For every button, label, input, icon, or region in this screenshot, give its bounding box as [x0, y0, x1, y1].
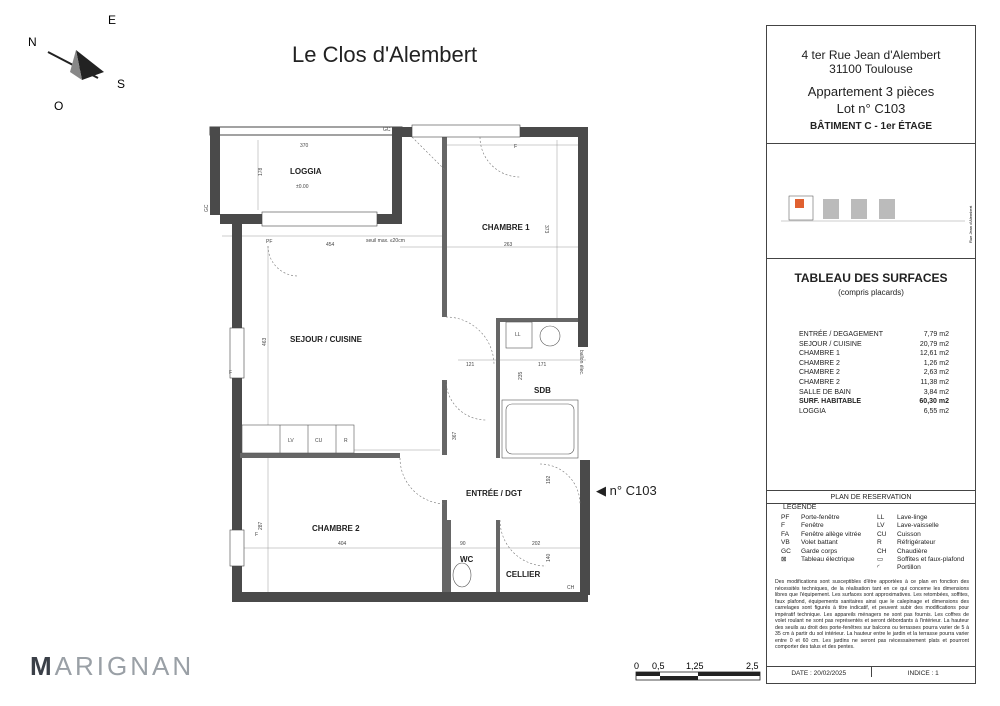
svg-text:seuil max. ≤20cm: seuil max. ≤20cm [366, 238, 405, 244]
legend-row: GC Garde corps CH Chaudière [781, 547, 928, 555]
interior-walls [240, 137, 578, 592]
dimensions [258, 143, 552, 562]
divider [767, 143, 975, 144]
svg-text:171: 171 [538, 362, 547, 368]
scale-tick-0: 0 [634, 661, 640, 671]
surface-total-row: SURF. HABITABLE 60,30 m2 [799, 398, 949, 406]
svg-text:F: F [514, 144, 518, 150]
kitchen-counter [242, 425, 354, 453]
legend-row: F Fenêtre LV Lave-vaisselle [781, 522, 939, 530]
legend-row: FA Fenêtre allège vitrée CU Cuisson [781, 530, 921, 538]
apartment-type: Appartement 3 pièces [807, 84, 935, 99]
svg-text:121: 121 [466, 362, 475, 368]
apartment-info [767, 83, 975, 117]
room-chambre-1: CHAMBRE 1 [482, 223, 530, 232]
surface-row: SALLE DE BAIN 3,84 m2 [799, 388, 949, 396]
footer [767, 666, 975, 677]
street-label: Rue Jean d'Alembert [968, 205, 973, 243]
svg-text:404: 404 [338, 541, 347, 547]
svg-text:454: 454 [326, 242, 335, 248]
surface-row: CHAMBRE 2 11,38 m2 [799, 378, 949, 386]
surface-row: LOGGIA 6,55 m2 [799, 407, 949, 415]
surface-row: CHAMBRE 2 2,63 m2 [799, 369, 949, 377]
lot-pointer: ◀ n° C103 [596, 483, 657, 498]
svg-text:CU: CU [315, 438, 323, 444]
scale-tick-2: 1,25 [686, 661, 704, 671]
surface-row: ENTRÉE / DEGAGEMENT 7,79 m2 [799, 331, 949, 338]
toilet [453, 563, 471, 587]
legend-row: ⊠ Tableau électrique ▭ Soffites et faux-plafond [781, 556, 965, 564]
room-sdb: SDB [534, 386, 551, 395]
legend-row: VB Volet battant R Réfrigérateur [781, 539, 936, 547]
surface-row: SEJOUR / CUISINE 20,79 m2 [799, 340, 949, 348]
room-wc: WC [460, 555, 474, 564]
svg-text:263: 263 [504, 242, 513, 248]
divider [767, 258, 975, 259]
scale-bar [628, 660, 773, 686]
compass-o: O [54, 99, 64, 113]
room-entree: ENTRÉE / DGT [466, 489, 523, 498]
compass-e: E [108, 13, 117, 27]
plan-thin-lines [222, 140, 586, 597]
address-line-2: 31100 Toulouse [829, 62, 913, 76]
room-sejour-cuisine: SEJOUR / CUISINE [290, 335, 363, 344]
scale-tick-3: 2,5 [746, 661, 759, 671]
building-floor: BÂTIMENT C - 1er ÉTAGE [809, 121, 933, 132]
legend-title: LEGENDE [783, 504, 817, 511]
svg-text:463: 463 [262, 337, 268, 346]
svg-text:GC: GC [204, 204, 210, 212]
svg-text:F: F [229, 370, 233, 376]
svg-text:367: 367 [452, 431, 458, 440]
room-cellier: CELLIER [506, 570, 541, 579]
lot-number: Lot n° C103 [836, 101, 906, 116]
legend-row: ◜ Portillon [877, 564, 921, 572]
svg-text:GC: GC [383, 127, 391, 133]
surface-row: CHAMBRE 2 1,26 m2 [799, 359, 949, 367]
compass-s: S [117, 77, 126, 91]
svg-text:ballon élec.: ballon élec. [578, 350, 584, 376]
disclaimer-notes: Des modifications sont susceptibles d'être apportées à ce plan en fonction des nécessités techniques, de la réalisation tant en ce qui concerne les dimensions libres que l'équipement. Les surfaces sont approximatives. Les retombées, soffites, faux plafond, équipements sanitaires ainsi que le calepinage et dimensions des carrelages sont figurés à titre indicatif, et peuvent subir des modifications pour impératif technique. Les appareils ménagers ne sont pas fournis. Les coffres de volet roulant ne sont pas représentés et seront débordants à l'intérieur. La hauteur des seuils au droit des porte-fenêtres sur balcons ou terrasses pourra varier de 5 à 35 cm à partir du sol intérieur. La hauteur entre le jardin et la terrasse pourra varier entre 0 et 60 cm. Les jardins ne seront pas nécessairement plats et pourront comporter des talus et des pentes. [775, 579, 969, 650]
logo-mark: M [30, 651, 55, 681]
svg-text:192: 192 [546, 475, 552, 484]
svg-text:373: 373 [543, 225, 549, 234]
page-title: Le Clos d'Alembert [292, 42, 478, 67]
logo-text: ARIGNAN [54, 651, 195, 681]
surfaces-subtitle: (compris placards) [838, 288, 904, 297]
svg-text:LV: LV [288, 438, 294, 444]
svg-text:140: 140 [546, 553, 552, 562]
marignan-logo [30, 651, 194, 682]
svg-text:287: 287 [258, 521, 264, 530]
surfaces-title: TABLEAU DES SURFACES [794, 271, 948, 285]
svg-text:370: 370 [300, 143, 309, 149]
address-line-1: 4 ter Rue Jean d'Alembert [801, 48, 941, 62]
svg-text:178: 178 [258, 167, 264, 176]
date: DATE : 20/02/2025 [767, 666, 872, 677]
svg-text:202: 202 [532, 541, 541, 547]
doors [268, 137, 580, 566]
info-panel [766, 25, 976, 684]
loggia-level: ±0.00 [296, 184, 309, 190]
room-chambre-2: CHAMBRE 2 [312, 524, 360, 533]
sink [540, 326, 560, 346]
address [767, 48, 975, 76]
svg-text:235: 235 [518, 371, 524, 380]
svg-text:LL: LL [515, 332, 521, 338]
scale-tick-1: 0,5 [652, 661, 665, 671]
room-loggia: LOGGIA [290, 167, 322, 176]
indice: INDICE : 1 [907, 670, 939, 677]
surface-row: CHAMBRE 1 12,61 m2 [799, 350, 949, 358]
compass-n: N [28, 35, 37, 49]
site-key-map [775, 151, 973, 247]
svg-text:R: R [344, 438, 348, 444]
svg-text:CH: CH [567, 585, 575, 591]
reservation-title: PLAN DE RESERVATION [830, 494, 912, 501]
surfaces-table [799, 330, 949, 416]
exterior-walls [220, 127, 590, 602]
legend [781, 514, 971, 573]
divider [767, 490, 975, 491]
svg-text:90: 90 [460, 541, 466, 547]
svg-text:F: F [255, 532, 259, 538]
svg-text:PF: PF [266, 239, 273, 245]
legend-row: PF Porte-fenêtre LL Lave-linge [781, 514, 928, 521]
